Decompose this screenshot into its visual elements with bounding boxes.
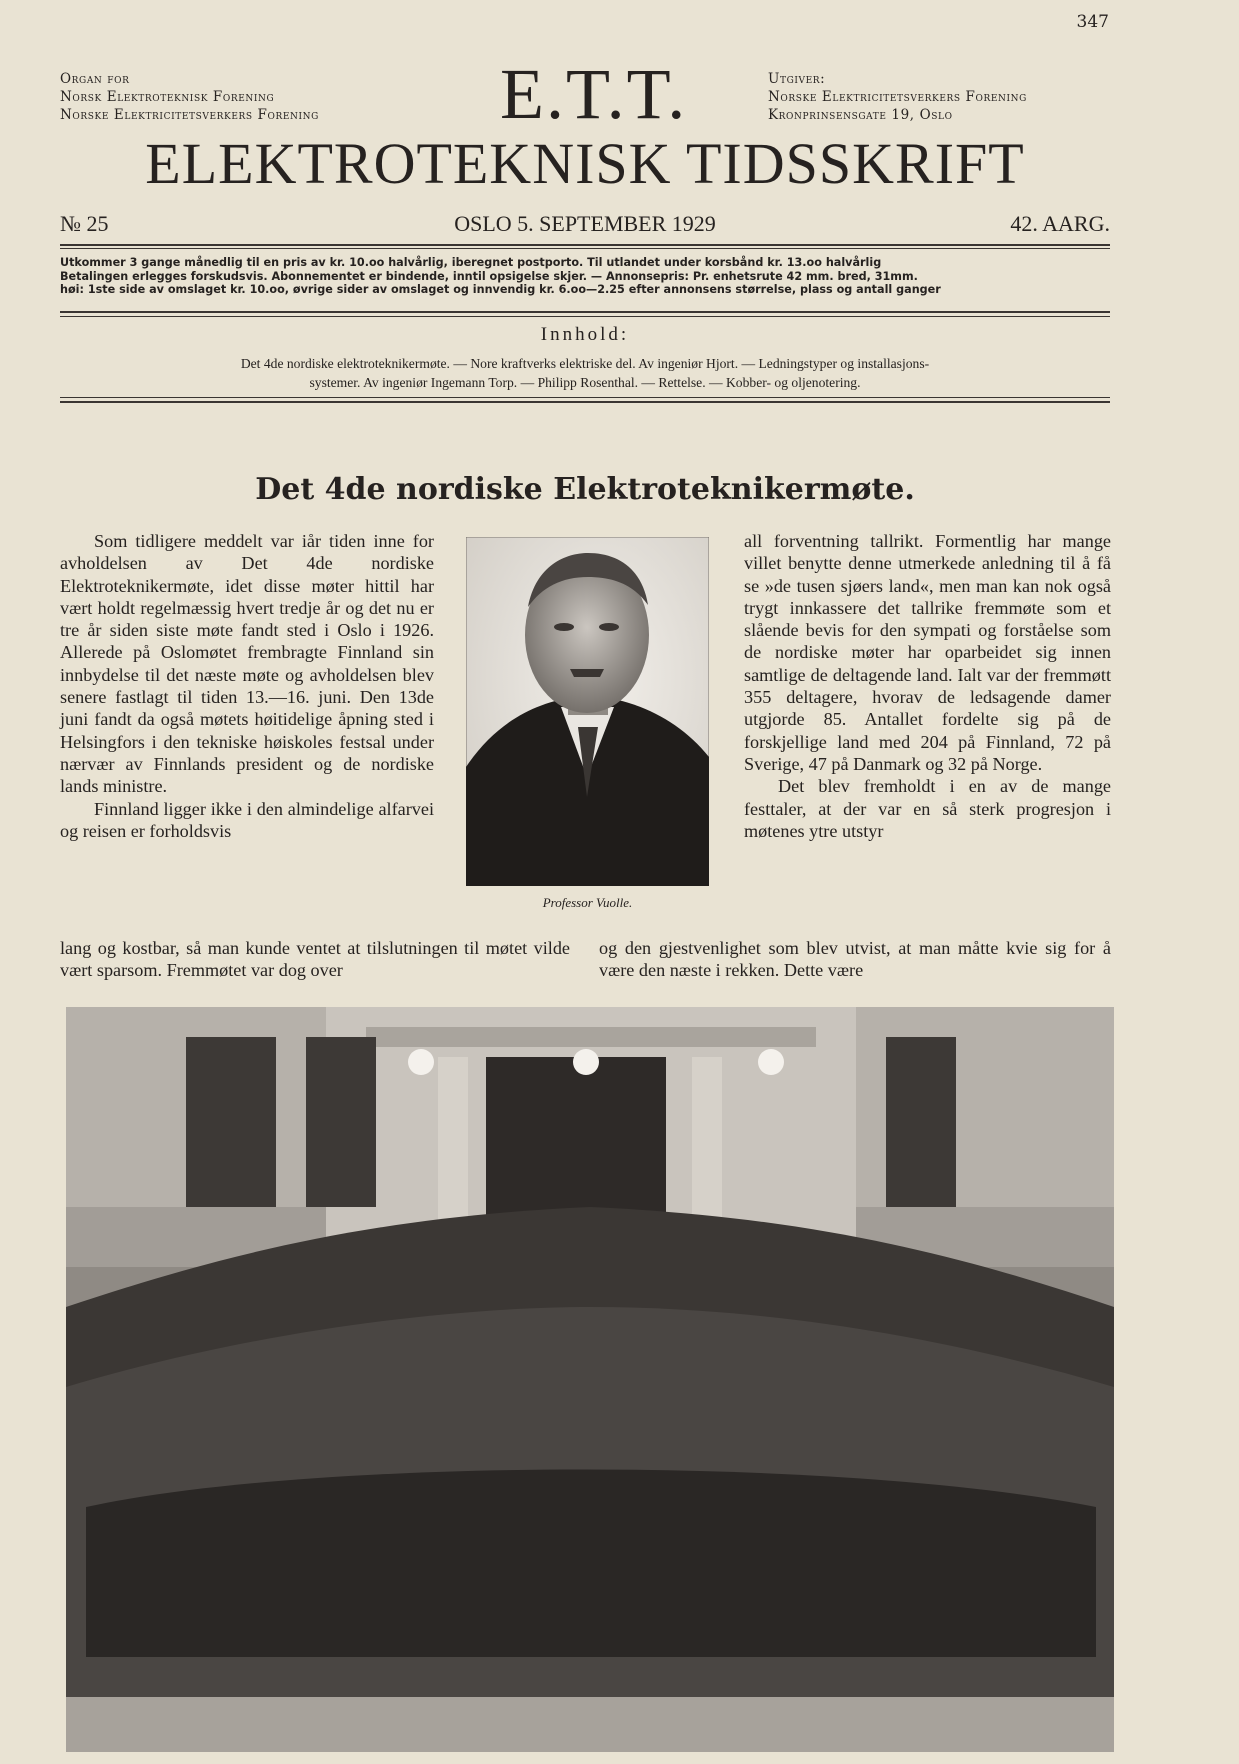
- divider: [60, 401, 1110, 403]
- text-line-left: lang og kostbar, så man kunde ventet at tilslutningen til møtet vilde vært sparsom. Fremmøtet var dog over: [60, 938, 570, 981]
- paragraph: all forventning tallrikt. Formentlig har mange villet benytte denne utmerkede anledning til å få se »de tusen sjøers land«, men man kan nok også trygt innkassere det tallrike fremmøte som et slående bevis for den sympati og forståelse som de nordiske møter har oparbeidet sig innen samtlige de deltagende land. Ialt var der fremmøtt 355 deltagere, hvorav de ledsagende damer utgjorde 85. Antallet fordelte sig på de forskjellige land med 204 på Finnland, 72 på Sverige, 47 på Danmark og 32 på Norge.: [744, 531, 1111, 774]
- article-title: Det 4de nordiske Elektroteknikermøte.: [255, 472, 915, 507]
- journal-title: ELEKTROTEKNISK TIDSSKRIFT: [145, 131, 1025, 196]
- publisher-line: Kronprinsensgate 19, Oslo: [768, 107, 953, 123]
- contents-title: Innhold:: [540, 324, 630, 345]
- contents-list: [60, 354, 1110, 392]
- divider: [60, 397, 1110, 398]
- text-line-right: og den gjestvenlighet som blev utvist, at man måtte kvie sig for å være den næste i rekken. Dette være: [599, 938, 1111, 981]
- group-photo: [66, 1007, 1114, 1752]
- organ-block: [60, 70, 319, 124]
- divider: [60, 248, 1110, 249]
- organ-line: Norsk Elektroteknisk Forening: [60, 89, 275, 105]
- organ-line: Norske Elektricitetsverkers Forening: [60, 107, 319, 123]
- page-number: 347: [1076, 12, 1109, 32]
- column-right: [744, 530, 1111, 842]
- journal-logo: E.T.T.: [500, 54, 688, 134]
- subscription-info: [60, 256, 1110, 297]
- contents-line: Det 4de nordiske elektroteknikermøte. — Nore kraftverks elektriske del. Av ingeniør Hjort. — Ledningstyper og installasjons-: [240, 356, 930, 371]
- publisher-line: Utgiver:: [768, 71, 826, 87]
- organ-line: Organ for: [60, 71, 130, 87]
- publisher-line: Norske Elektricitetsverkers Forening: [768, 89, 1027, 105]
- divider: [60, 244, 1110, 246]
- contents-line: systemer. Av ingeniør Ingemann Torp. — Philipp Rosenthal. — Rettelse. — Kobber- og oljenotering.: [309, 375, 861, 390]
- subscription-line: Betalingen erlegges forskudsvis. Abonnementet er bindende, inntil opsigelse skjer. — Annonsepris: Pr. enhetsrute 42 mm. bred, 31mm.: [60, 269, 918, 283]
- paragraph: Finnland ligger ikke i den almindelige alfarvei og reisen er forholdsvis: [60, 798, 434, 841]
- issue-date: OSLO 5. SEPTEMBER 1929: [454, 211, 716, 236]
- column-left: [60, 530, 434, 842]
- subscription-line: Utkommer 3 gange månedlig til en pris av kr. 10.oo halvårlig, iberegnet postporto. Til utlandet under korsbånd kr. 13.oo halvårlig: [60, 256, 882, 269]
- issue-number: № 25: [60, 211, 109, 236]
- divider: [60, 316, 1110, 317]
- divider: [60, 311, 1110, 313]
- subscription-line: høi: 1ste side av omslaget kr. 10.oo, øvrige sider av omslaget og innvendig kr. 6.oo—2.25 efter annonsens størrelse, plass og antall ganger: [60, 283, 941, 296]
- publisher-block: [768, 70, 1027, 124]
- portrait-caption: Professor Vuolle.: [542, 895, 633, 910]
- paragraph: Det blev fremholdt i en av de mange festtaler, at der var en så sterk progresjon i møtenes ytre utstyr: [744, 776, 1111, 841]
- paragraph: Som tidligere meddelt var iår tiden inne for avholdelsen av Det 4de nordiske Elektroteknikermøte, idet disse møter hittil har vært holdt regelmæssig hvert tredje år og det nu er tre år siden siste møte fandt sted i Oslo i 1926. Allerede på Oslomøtet frembragte Finnland sin innbydelse til det næste møte og avholdelsen blev senere fastlagt til tiden 13.—16. juni. Den 13de juni fandt da også møtets høitidelige åpning sted i Helsingfors i den tekniske høiskoles festsal under nærvær av Finnlands president og de nordiske lands ministre.: [60, 531, 434, 797]
- portrait-photo: [466, 537, 709, 886]
- volume: 42. AARG.: [1010, 211, 1110, 236]
